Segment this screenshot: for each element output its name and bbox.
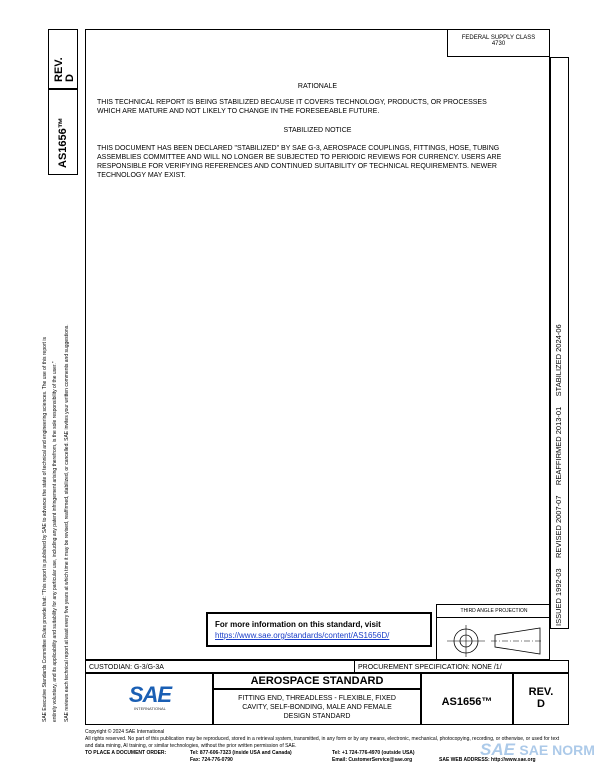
side-notice-line-1: SAE Executive Standards Committee Rules provide that: "This report is published by SAE to advance the state of technical and engineering sciences. The use of this report is [42, 337, 48, 722]
footer-email: Email: CustomerService@sae.org [332, 757, 413, 763]
docnum-cell [421, 673, 513, 725]
logo-cell [85, 673, 213, 725]
left-doc-number: AS1656™ [57, 117, 69, 168]
footer-tel1: Tel: 877-606-7323 (inside USA and Canada) [190, 750, 292, 756]
side-notice-line-3: SAE reviews each technical report at least every five years at which time it may be revised, reaffirmed, stabilized, or cancelled. SAE invites your written comments and suggestions. [64, 324, 70, 722]
rev-cell [513, 673, 569, 725]
footer-fax: Fax: 724-776-0790 [190, 757, 233, 763]
watermark-logo: SAE [480, 740, 515, 759]
projection-label: THIRD ANGLE PROJECTION [460, 608, 528, 614]
projection-divider [437, 617, 551, 618]
rationale-text: THIS TECHNICAL REPORT IS BEING STABILIZED BECAUSE IT COVERS TECHNOLOGY, PRODUCTS, OR PROCESSES WHICH ARE MATURE AND NOT LIKELY TO CHANGE IN THE FORESEEABLE FUTURE. [97, 99, 487, 115]
rev-label: REV. [528, 686, 554, 698]
info-box-url-link[interactable]: https://www.sae.org/standards/content/AS1656D/ [215, 631, 390, 640]
footer-web: SAE WEB ADDRESS: http://www.sae.org [439, 757, 536, 763]
left-docnum-box [48, 89, 78, 175]
title-cell [213, 689, 421, 725]
history-strip [550, 57, 569, 629]
watermark-text: SAE NORM [519, 742, 595, 758]
procurement-cell [354, 660, 569, 673]
projection-symbol-icon [445, 623, 545, 659]
supply-class-line1: FEDERAL SUPPLY CLASS [461, 35, 536, 41]
watermark [480, 740, 598, 770]
supply-class-line2: 4730 [491, 41, 506, 47]
info-box-line: For more information on this standard, visit [215, 620, 381, 629]
left-rev-box [48, 29, 78, 89]
info-box [206, 612, 432, 647]
supply-class-box [447, 29, 550, 57]
procurement-text: PROCUREMENT SPECIFICATION: NONE /1/ [358, 664, 502, 671]
document-title: FITTING END, THREADLESS - FLEXIBLE, FIXED CAVITY, SELF-BONDING, MALE AND FEMALE DESIGN STANDARD [238, 695, 396, 720]
side-notice-line-2: entirely voluntary, and its applicability and suitability for any particular use, including any patent infringement arising therefrom, is the sole responsibility of the user." [52, 361, 58, 722]
footer-tel2: Tel: +1 724-776-4970 (outside USA) [332, 750, 415, 756]
stabilized-text: THIS DOCUMENT HAS BEEN DECLARED "STABILIZED" BY SAE G-3, AEROSPACE COUPLINGS, FITTINGS, HOSE, TUBING ASSEMBLIES COMMITTEE AND WILL NO LONGER BE SUBJECTED TO PERIODIC REVIEWS FOR CURRENCY. USERS ARE RESPONSIBLE FOR VERIFYING REFERENCES AND CONTINUED SUITABILITY OF TECHNICAL REQUIREMENTS. NEWER TECHNOLOGY MAY EXIST. [97, 145, 502, 179]
footer-rights: All rights reserved. No part of this publication may be reproduced, stored in a retrieval system, transmitted, in any form or by any means, electronic, mechanical, photocopying, recording, or otherwise, or used for text and data mining, AI training, or similar technologies, without the prior written permission of SAE. [85, 736, 560, 749]
sae-logo-text: SAE [128, 682, 172, 707]
category-cell [213, 673, 421, 689]
page-frame [85, 29, 550, 660]
category-text: AEROSPACE STANDARD [250, 675, 384, 687]
stabilized-heading: STABILIZED NOTICE [283, 127, 352, 134]
footer-copyright: Copyright © 2024 SAE International [85, 729, 165, 735]
history-text: ISSUED 1992-03 REVISED 2007-07 REAFFIRMED 2013-01 STABILIZED 2024-06 [554, 324, 563, 626]
sae-logo-sub: INTERNATIONAL [134, 706, 166, 711]
rationale-heading: RATIONALE [297, 83, 338, 90]
rev-value: D [537, 698, 545, 710]
projection-box [436, 604, 550, 660]
sae-logo [126, 684, 174, 714]
custodian-text: CUSTODIAN: G-3/G-3A [89, 664, 164, 671]
left-rev-text: REV. D [53, 57, 76, 82]
title-doc-number: AS1656™ [441, 696, 493, 708]
custodian-cell [85, 660, 355, 673]
footer-order-label: TO PLACE A DOCUMENT ORDER: [85, 750, 167, 756]
